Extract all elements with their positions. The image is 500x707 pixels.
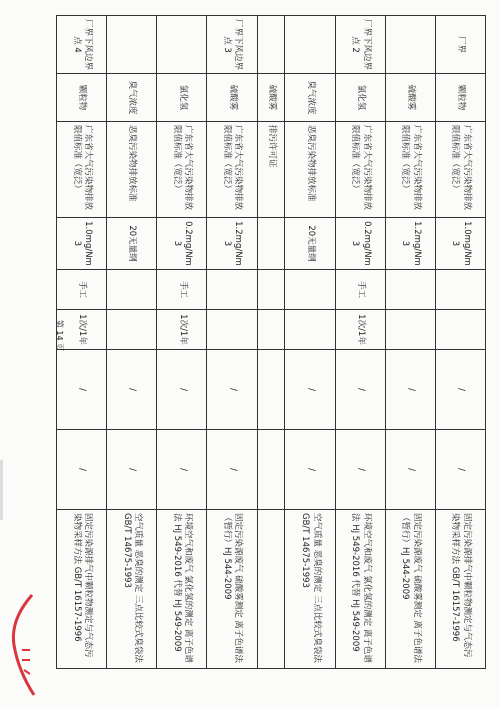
table-cell-b: /	[207, 430, 257, 510]
table-cell-analysis: 环境空气和废气 氯化氢的测定 离子色谱法 HJ 549-2016 代替 HJ 549-2009	[335, 510, 385, 669]
table-cell-analysis: 空气质量 恶臭的测定 三点比较式臭袋法 GB/T 14675-1993	[285, 510, 335, 669]
table-cell-item: 硫酸雾	[257, 74, 285, 122]
table-cell-method: 手工	[335, 270, 385, 310]
table-cell-item: 氯化氢	[335, 74, 385, 122]
table-cell-a: /	[285, 350, 335, 430]
table-cell-standard: 广东省大气污染物排放限值标准（宽泛）	[435, 122, 485, 218]
table-cell-analysis: 空气质量 恶臭的测定 三点比较式臭袋法 GB/T 14675-1993	[107, 510, 157, 669]
table-cell-item: 臭气浓度	[285, 74, 335, 122]
table-cell-freq: 1次/1年	[157, 310, 207, 350]
table-cell-freq	[285, 310, 335, 350]
table-row	[285, 16, 335, 669]
table-cell-limit: 0.2mg/Nm3	[335, 218, 385, 270]
table-cell-limit: 1.2mg/Nm3	[207, 218, 257, 270]
table-cell-point	[157, 16, 207, 74]
table-cell-b: /	[107, 430, 157, 510]
table-cell-a: /	[157, 350, 207, 430]
table-cell-method	[435, 270, 485, 310]
table-cell-point: 厂界下风边界点 2	[335, 16, 385, 74]
scan-edge-shadow	[0, 460, 3, 520]
table-cell-freq	[385, 310, 435, 350]
table-cell-analysis: 固定污染源废气 硫酸雾测定 离子色谱法（暂行）HJ 544-2009	[385, 510, 435, 669]
table-row	[157, 16, 207, 669]
table-cell-item: 硫酸雾	[207, 74, 257, 122]
table-cell-analysis	[257, 510, 285, 669]
table-cell-point	[285, 16, 335, 74]
table-cell-method	[257, 270, 285, 310]
table-cell-b: /	[285, 430, 335, 510]
table-cell-a: /	[335, 350, 385, 430]
table-cell-a: /	[385, 350, 435, 430]
table-cell-limit: 1.0mg/Nm3	[57, 218, 107, 270]
table-cell-item: 颗粒物	[57, 74, 107, 122]
table-cell-standard: 排污许可证	[257, 122, 285, 218]
table-row	[207, 16, 257, 669]
table-cell-item: 颗粒物	[435, 74, 485, 122]
table-cell-standard: 广东省大气污染物排放限值标准（宽泛）	[57, 122, 107, 218]
monitoring-table-rotated	[56, 15, 486, 668]
table-cell-a: /	[435, 350, 485, 430]
red-seal-stamp	[4, 590, 38, 700]
table-cell-b: /	[57, 430, 107, 510]
table-cell-a: /	[57, 350, 107, 430]
table-cell-point	[385, 16, 435, 74]
table-cell-limit: 20无量纲	[285, 218, 335, 270]
table-cell-analysis: 固定污染源废气 硫酸雾测定 离子色谱法（暂行）HJ 544-2009	[207, 510, 257, 669]
table-cell-method	[285, 270, 335, 310]
table-cell-limit: 20无量纲	[107, 218, 157, 270]
table-cell-b: /	[435, 430, 485, 510]
table-cell-limit: 0.2mg/Nm3	[157, 218, 207, 270]
page-number: 第 14 页	[55, 319, 65, 352]
table-cell-point	[107, 16, 157, 74]
table-row	[335, 16, 385, 669]
table-cell-item: 硫酸雾	[385, 74, 435, 122]
table-row	[107, 16, 157, 669]
table-cell-standard: 恶臭污染物排放标准	[285, 122, 335, 218]
table-cell-standard: 广东省大气污染物排放限值标准（宽泛）	[157, 122, 207, 218]
table-cell-standard: 广东省大气污染物排放限值标准（宽泛）	[207, 122, 257, 218]
table-cell-standard: 恶臭污染物排放标准	[107, 122, 157, 218]
table-cell-freq	[257, 310, 285, 350]
table-cell-a	[257, 350, 285, 430]
table-cell-standard: 广东省大气污染物排放限值标准（宽泛）	[385, 122, 435, 218]
table-cell-point	[257, 16, 285, 74]
table-cell-b: /	[157, 430, 207, 510]
table-cell-point: 厂界下风边界点 3	[207, 16, 257, 74]
table-cell-method	[107, 270, 157, 310]
table-cell-b: /	[385, 430, 435, 510]
table-cell-method: 手工	[157, 270, 207, 310]
table-cell-b: /	[335, 430, 385, 510]
table-cell-point: 厂界下风边界点 4	[57, 16, 107, 74]
monitoring-table	[56, 15, 486, 669]
table-cell-limit: 1.2mg/Nm3	[385, 218, 435, 270]
table-cell-a: /	[107, 350, 157, 430]
table-cell-a: /	[207, 350, 257, 430]
table-cell-standard: 广东省大气污染物排放限值标准（宽泛）	[335, 122, 385, 218]
table-row	[435, 16, 485, 669]
table-row	[385, 16, 435, 669]
table-cell-method	[207, 270, 257, 310]
table-cell-freq	[435, 310, 485, 350]
table-cell-item: 臭气浓度	[107, 74, 157, 122]
table-cell-freq: 1次/1年	[57, 310, 107, 350]
table-cell-analysis: 环境空气和废气 氯化氢的测定 离子色谱法 HJ 549-2016 代替 HJ 549-2009	[157, 510, 207, 669]
table-cell-b	[257, 430, 285, 510]
table-cell-limit	[257, 218, 285, 270]
table-cell-freq	[207, 310, 257, 350]
table-cell-method	[385, 270, 435, 310]
table-cell-limit: 1.0mg/Nm3	[435, 218, 485, 270]
table-row	[257, 16, 285, 669]
table-cell-analysis: 固定污染源排气中颗粒物测定与气态污染物采样方法 GB/T 16157-1996	[435, 510, 485, 669]
table-cell-point: 厂界	[435, 16, 485, 74]
table-cell-freq	[107, 310, 157, 350]
table-cell-method: 手工	[57, 270, 107, 310]
table-cell-freq: 1次/1年	[335, 310, 385, 350]
table-cell-analysis: 固定污染源排气中颗粒物测定与气态污染物采样方法 GB/T 16157-1996	[57, 510, 107, 669]
table-cell-item: 氯化氢	[157, 74, 207, 122]
